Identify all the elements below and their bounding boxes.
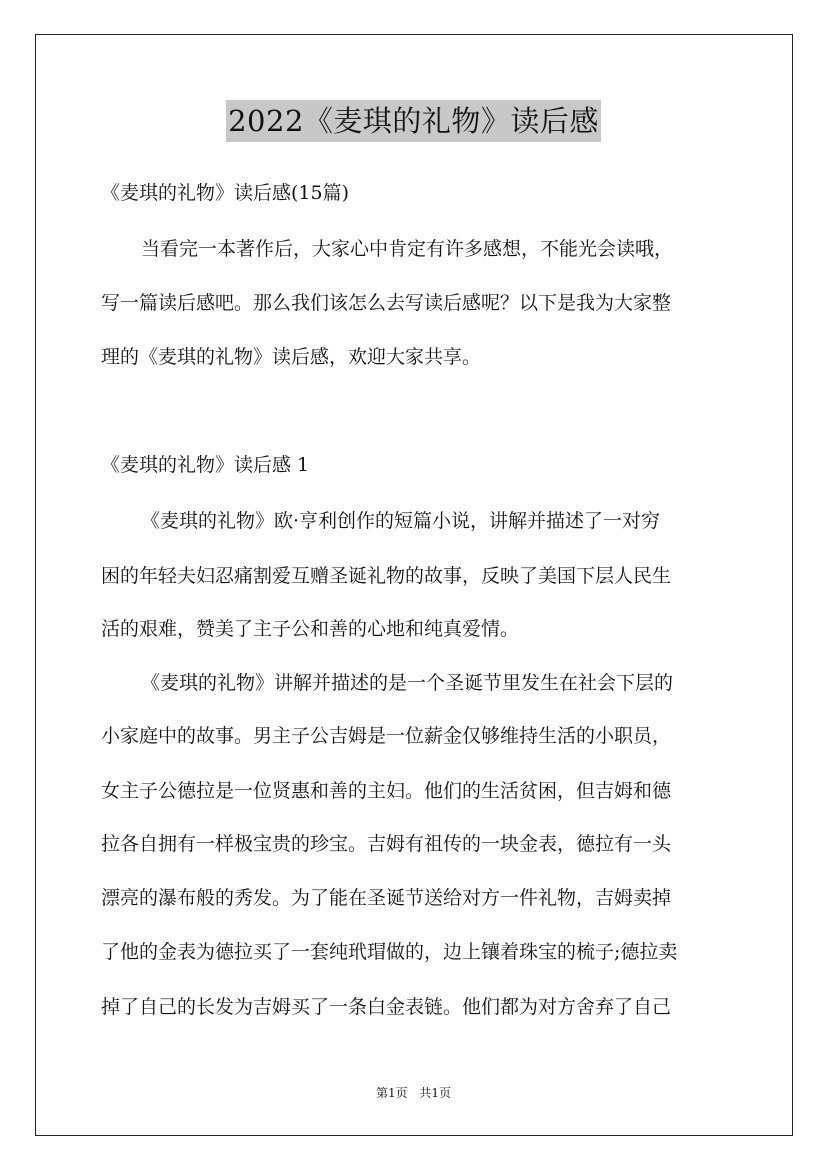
page-total: 共1页 [419, 1086, 452, 1100]
paragraph-line: 写一篇读后感吧。那么我们该怎么去写读后感呢？以下是我为大家整 [101, 292, 672, 314]
paragraph-line: 漂亮的瀑布般的秀发。为了能在圣诞节送给对方一件礼物，吉姆卖掉 [101, 887, 672, 909]
paragraph-line: 了他的金表为德拉买了一套纯玳瑁做的，边上镶着珠宝的梳子;德拉卖 [101, 941, 678, 963]
title-container [0, 100, 827, 142]
paragraph-line: 掉了自己的长发为吉姆买了一条白金表链。他们都为对方舍弃了自己 [101, 996, 672, 1018]
paragraph-line: 困的年轻夫妇忍痛割爱互赠圣诞礼物的故事，反映了美国下层人民生 [101, 565, 672, 587]
paragraph-line: 拉各自拥有一样极宝贵的珍宝。吉姆有祖传的一块金表，德拉有一头 [101, 833, 672, 855]
section-heading: 《麦琪的礼物》读后感 1 [101, 454, 310, 476]
paragraph-line: 女主子公德拉是一位贤惠和善的主妇。他们的生活贫困，但吉姆和德 [101, 780, 672, 802]
paragraph-line: 《麦琪的礼物》欧·亨利创作的短篇小说，讲解并描述了一对穷 [141, 510, 661, 532]
paragraph-line: 当看完一本著作后，大家心中肯定有许多感想，不能光会读哦， [141, 238, 674, 260]
page-footer [0, 1084, 827, 1101]
paragraph-line: 理的《麦琪的礼物》读后感，欢迎大家共享。 [101, 346, 482, 368]
paragraph-line: 活的艰难，赞美了主子公和善的心地和纯真爱情。 [101, 618, 520, 640]
subtitle-line: 《麦琪的礼物》读后感(15篇) [101, 182, 350, 204]
paragraph-line: 《麦琪的礼物》讲解并描述的是一个圣诞节里发生在社会下层的 [141, 672, 674, 694]
paragraph-line: 小家庭中的故事。男主子公吉姆是一位薪金仅够维持生活的小职员， [101, 725, 672, 747]
document-title: 2022《麦琪的礼物》读后感 [226, 100, 601, 142]
page-number: 第1页 [375, 1086, 408, 1100]
